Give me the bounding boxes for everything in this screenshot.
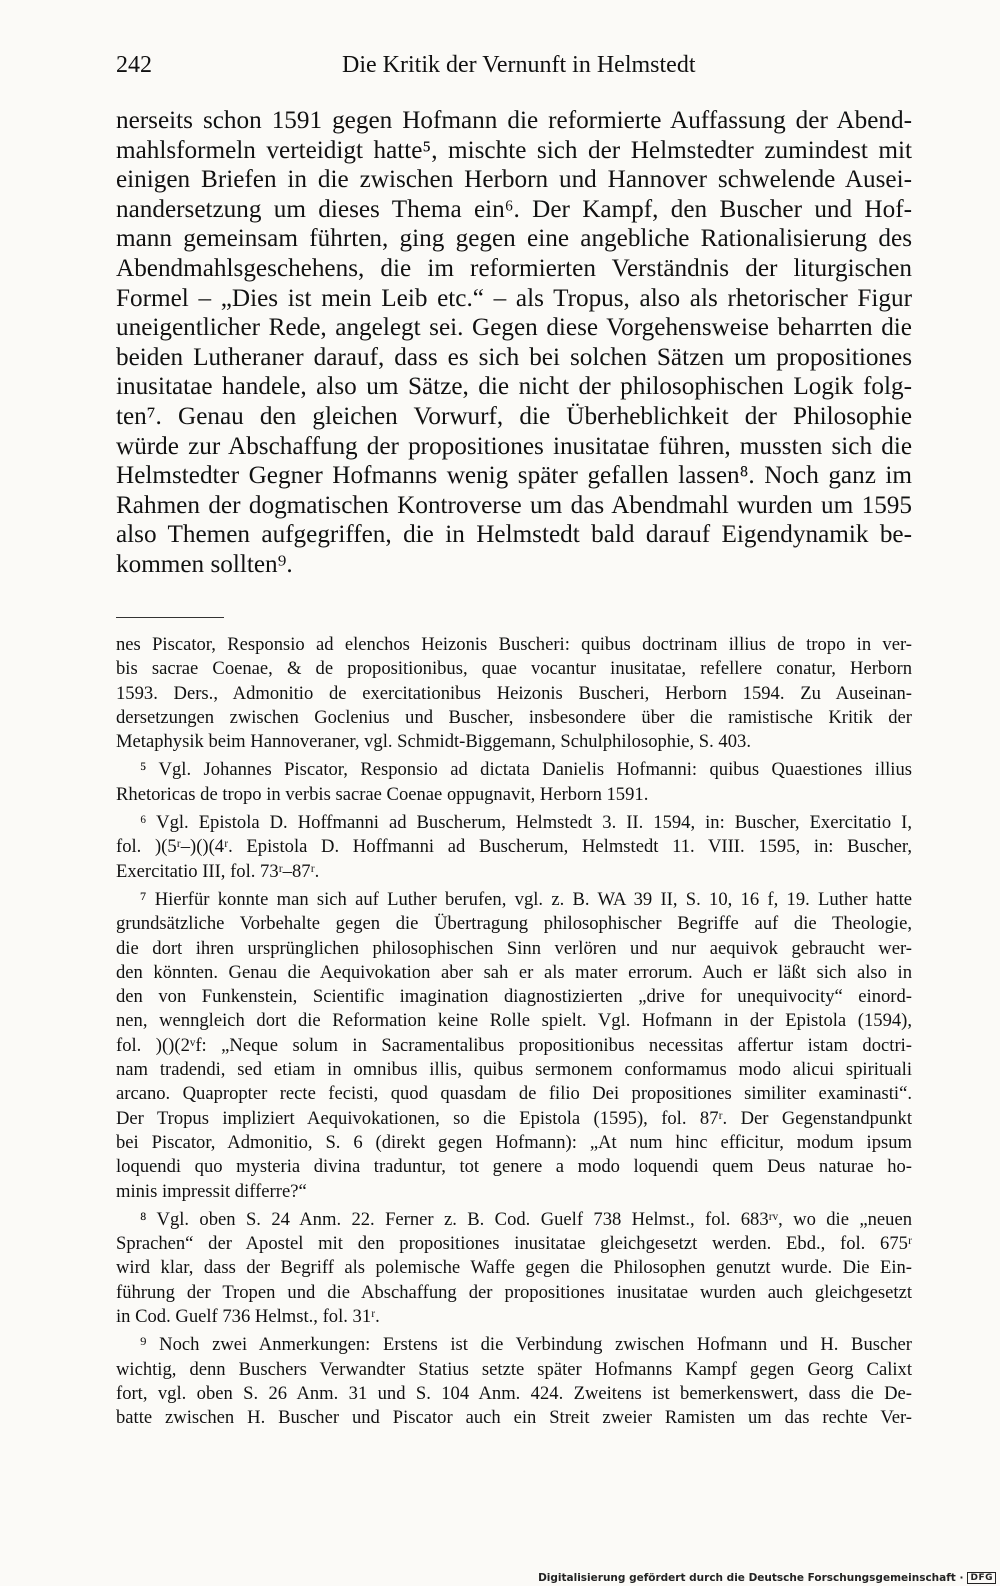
body-line: nerseits schon 1591 gegen Hofmann die reformierte Auffassung der Abend- xyxy=(116,107,912,134)
footnote-9 xyxy=(116,1333,912,1430)
body-line: Formel – „Dies ist mein Leib etc.“ – als Tropus, also als rhetorischer Figur xyxy=(116,284,912,312)
footnote-rule xyxy=(116,617,224,618)
digitization-footer xyxy=(538,1572,996,1584)
footnote-line: grundsätzliche Vorbehalte gegen die Übertragung philosophischer Begriffe auf die Theologie, xyxy=(116,913,912,935)
footnote-line: batte zwischen H. Buscher und Piscator auch ein Streit zweier Ramisten um das rechte Ver- xyxy=(116,1407,912,1429)
page-number: 242 xyxy=(116,52,152,78)
footnote-line: dersetzungen zwischen Goclenius und Buscher, insbesondere über die ramistische Kritik der xyxy=(116,706,912,728)
footnote-line: bei Piscator, Admonitio, S. 6 (direkt gegen Hofmann): „At num hinc efficitur, modum ipsum xyxy=(116,1131,912,1153)
body-line: Abendmahlsgeschehens, die im reformierten Verständnis der liturgischen xyxy=(116,254,912,282)
body-line: würde zur Abschaffung der propositiones inusitatae führen, mussten sich die xyxy=(116,432,912,460)
footnote-line: den könnten. Genau die Aequivokation aber sah er als mater errorum. Auch er läßt sich also in xyxy=(116,961,912,983)
footnote-8 xyxy=(116,1208,912,1329)
body-line: mahlsformeln verteidigt hatte⁵, mischte sich der Helmstedter zumindest mit xyxy=(116,136,912,164)
footnote-6 xyxy=(116,811,912,884)
footnote-line: bis sacrae Coenae, & de propositionibus, quae vocantur inusitatae, refellere conatur, Herborn xyxy=(116,658,912,680)
footnote-line: minis impressit differre?“ xyxy=(116,1180,307,1202)
footnote-line: loquendi quo mysteria divina traduntur, tot genere a modo loquendi quem Deus naturae ho- xyxy=(116,1156,912,1178)
footnote-line: den von Funkenstein, Scientific imagination diagnostizierten „drive for unequivocity“ einord- xyxy=(116,986,912,1008)
footnote-line: ⁶ Vgl. Epistola D. Hoffmanni ad Buscherum, Helmstedt 3. II. 1594, in: Buscher, Exercitatio I, xyxy=(140,812,912,834)
footnote-line: Sprachen“ der Apostel mit den propositiones inusitatae gleichgesetzt werden. Ebd., fol. 675ʳ xyxy=(116,1233,912,1255)
running-header xyxy=(116,52,912,88)
footnote-line: ⁸ Vgl. oben S. 24 Anm. 22. Ferner z. B. Cod. Guelf 738 Helmst., fol. 683ʳᵛ, wo die „neuen xyxy=(140,1208,912,1230)
running-title: Die Kritik der Vernunft in Helmstedt xyxy=(342,52,696,78)
body-line: also Themen aufgegriffen, die in Helmstedt bald darauf Eigendynamik be- xyxy=(116,521,912,549)
footnote-continuation xyxy=(116,633,912,754)
footnote-line: fort, vgl. oben S. 26 Anm. 31 und S. 104 Anm. 424. Zweitens ist bemerkenswert, dass die De- xyxy=(116,1382,912,1404)
footnote-line: fol. )(5ʳ–)()(4ʳ. Epistola D. Hoffmanni ad Buscherum, Helmstedt 11. VIII. 1595, in: Buscher, xyxy=(116,836,912,858)
body-line: beiden Lutheraner darauf, dass es sich bei solchen Sätzen um propositiones xyxy=(116,343,912,371)
body-line: einigen Briefen in die zwischen Herborn und Hannover schwelende Ausei- xyxy=(116,166,912,194)
footnote-line: 1593. Ders., Admonitio de exercitationibus Heizonis Buscheri, Herborn 1594. Zu Auseinan- xyxy=(116,682,912,704)
body-line: mann gemeinsam führten, ging gegen eine angebliche Rationalisierung des xyxy=(116,225,912,253)
footnote-line: in Cod. Guelf 736 Helmst., fol. 31ʳ. xyxy=(116,1306,380,1328)
body-line: Helmstedter Gegner Hofmanns wenig später gefallen lassen⁸. Noch ganz im xyxy=(116,462,912,490)
footnote-line: wichtig, denn Buschers Verwandter Statius setzte später Hofmanns Kampf gegen Georg Calixt xyxy=(116,1358,912,1380)
footnote-line: fol. )()(2ᵛf: „Neque solum in Sacramentalibus propositionibus necessitas affertur istam doctri- xyxy=(116,1034,912,1056)
footnote-line: nen, wenngleich dort die Reformation keine Rolle spielt. Vgl. Hofmann in der Epistola (1594), xyxy=(116,1010,912,1032)
dfg-logo-icon: DFG xyxy=(967,1572,996,1584)
body-line: ten⁷. Genau den gleichen Vorwurf, die Überheblichkeit der Philosophie xyxy=(116,402,912,430)
footnote-line: führung der Tropen und die Abschaffung der propositiones inusitatae wurden auch gleichgesetzt xyxy=(116,1281,912,1303)
footnote-line: nam tradendi, sed etiam in omnibus illis, quibus sermonem conformamus modo alicui spirituali xyxy=(116,1059,912,1081)
footnote-line: ⁵ Vgl. Johannes Piscator, Responsio ad dictata Danielis Hofmanni: quibus Quaestiones illius xyxy=(140,759,912,781)
body-line: inusitatae handele, also um Sätze, die nicht der philosophischen Logik folg- xyxy=(116,373,912,401)
body-line: nandersetzung um dieses Thema ein⁶. Der Kampf, den Buscher und Hof- xyxy=(116,195,912,223)
footnote-line: nes Piscator, Responsio ad elenchos Heizonis Buscheri: quibus doctrinam illius de tropo in ver- xyxy=(116,634,912,655)
footnote-line: ⁷ Hierfür konnte man sich auf Luther berufen, vgl. z. B. WA 39 II, S. 10, 16 f, 19. Luther hatte xyxy=(140,888,912,910)
footnote-5 xyxy=(116,758,912,807)
footnotes xyxy=(116,633,912,1431)
footnote-line: die dort ihren ursprünglichen philosophischen Sinn verlören und nur aequivok gebraucht wer- xyxy=(116,937,912,959)
body-line: Rahmen der dogmatischen Kontroverse um das Abendmahl wurden um 1595 xyxy=(116,491,912,519)
footnote-line: Rhetoricas de tropo in verbis sacrae Coenae oppugnavit, Herborn 1591. xyxy=(116,783,649,805)
footnote-line: wird klar, dass der Begriff als polemische Waffe gegen die Philosophen genutzt wurde. Die Ein- xyxy=(116,1257,912,1279)
footnote-line: Der Tropus impliziert Aequivokationen, so die Epistola (1595), fol. 87ʳ. Der Gegenstandpunkt xyxy=(116,1107,912,1129)
footnote-line: arcano. Quapropter recte fecisti, quod quasdam de filio Dei propositiones similiter examinasti“. xyxy=(116,1083,912,1105)
body-line: uneigentlicher Rede, angelegt sei. Gegen diese Vorgehensweise beharrten die xyxy=(116,314,912,342)
footer-text: Digitalisierung gefördert durch die Deutsche Forschungsgemeinschaft · xyxy=(538,1572,964,1584)
footnote-7 xyxy=(116,888,912,1204)
footnote-line: Exercitatio III, fol. 73ʳ–87ʳ. xyxy=(116,860,320,882)
body-text xyxy=(116,106,912,580)
body-line: kommen sollten⁹. xyxy=(116,550,293,578)
footnote-line: ⁹ Noch zwei Anmerkungen: Erstens ist die Verbindung zwischen Hofmann und H. Buscher xyxy=(140,1334,912,1356)
footnote-line: Metaphysik beim Hannoveraner, vgl. Schmidt-Biggemann, Schulphilosophie, S. 403. xyxy=(116,731,751,753)
